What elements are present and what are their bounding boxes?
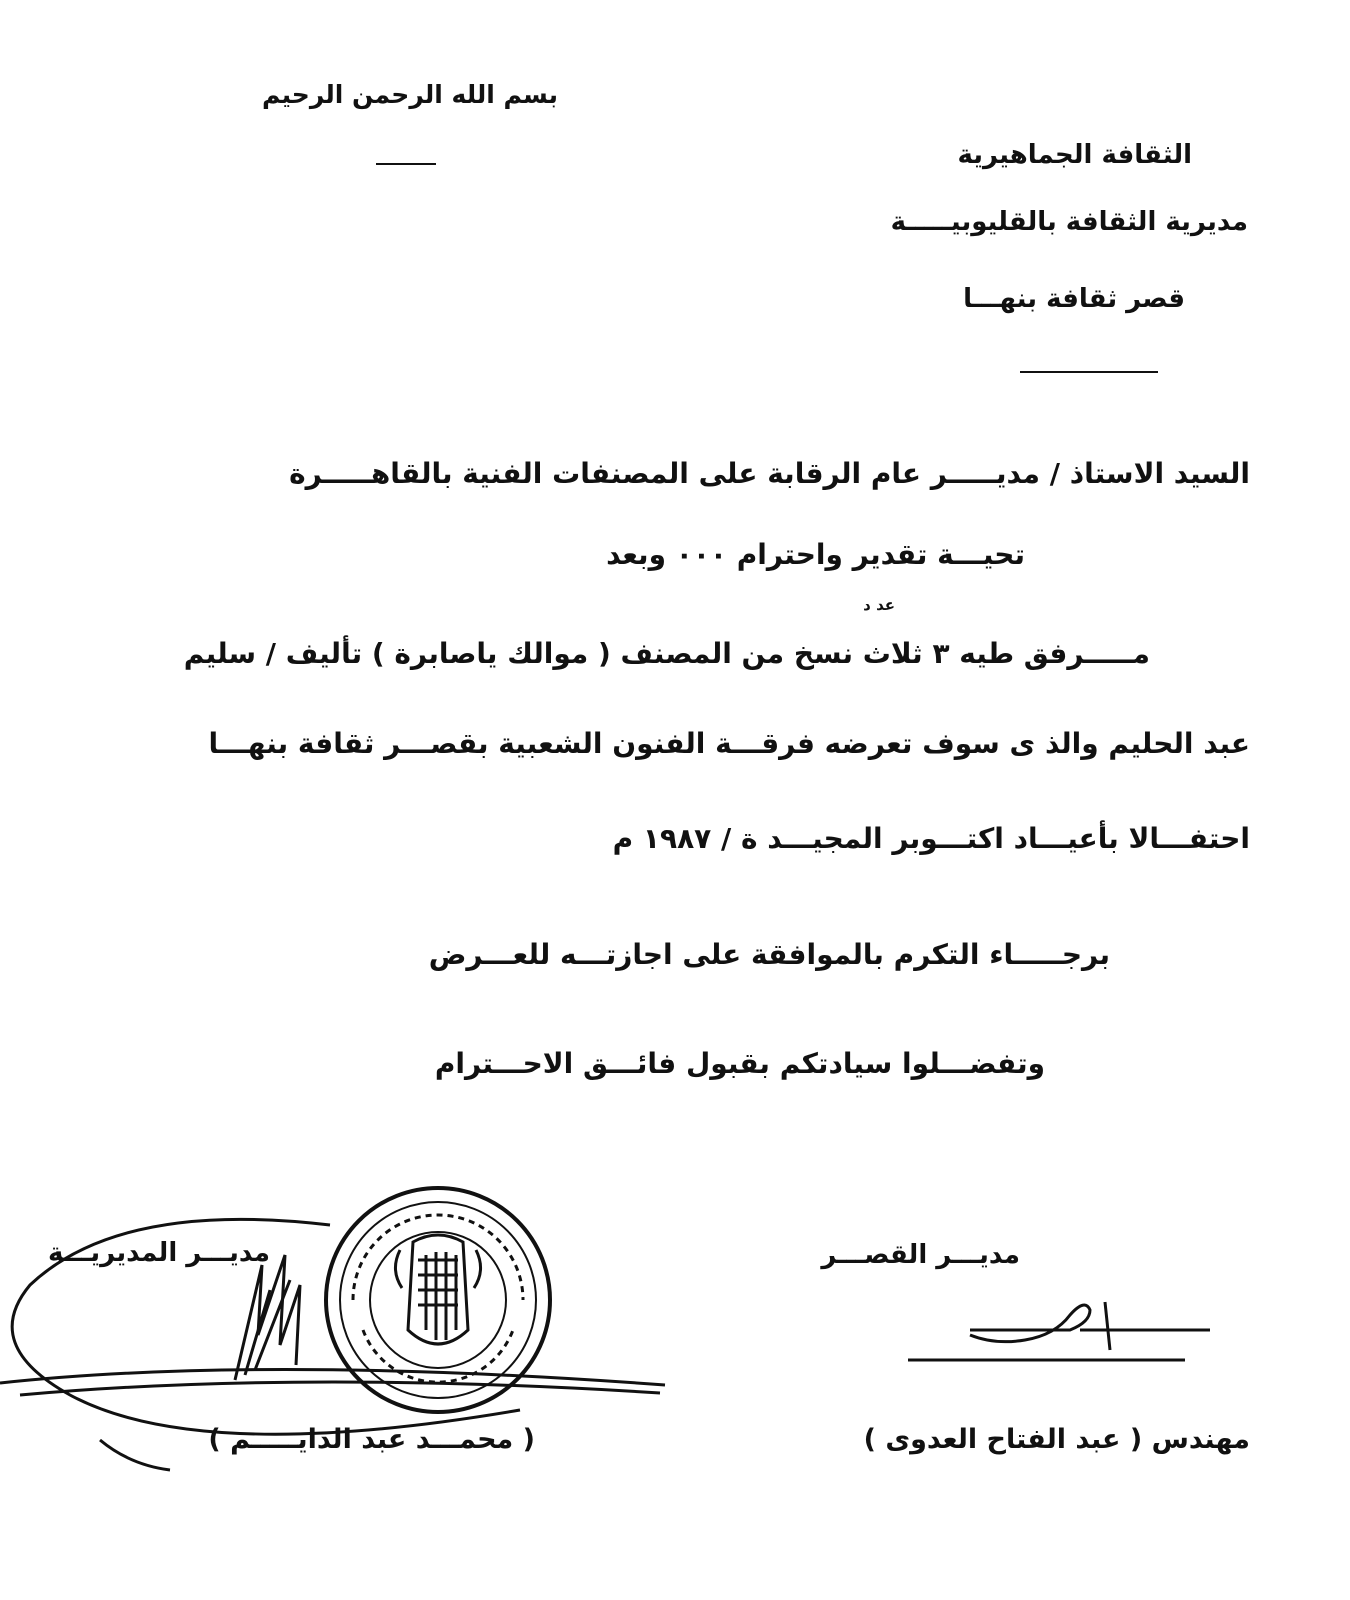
basmala-underline bbox=[376, 163, 436, 165]
header-line-3: قصر ثقافة بنهـــا bbox=[963, 284, 1185, 314]
header-line-1: الثقافة الجماهيرية bbox=[957, 140, 1192, 170]
right-signature-name: مهندس ( عبد الفتاح العدوى ) bbox=[863, 1424, 1250, 1455]
greeting: تحيـــة تقدير واحترام ٠٠٠ وبعد bbox=[606, 538, 1025, 571]
header-line-2: مديرية الثقافة بالقليوبيـــــة bbox=[890, 207, 1248, 237]
right-handwritten-signature bbox=[900, 1290, 1220, 1380]
body-line-1: مـــــرفق طيه ٣ ثلاث نسخ من المصنف ( موالك ياصابرة ) تأليف / سليم bbox=[183, 637, 1150, 670]
body-line-2: عبد الحليم والذ ى سوف تعرضه فرقـــة الفنون الشعبية بقصـــر ثقافة بنهـــا bbox=[208, 727, 1250, 760]
header-underline bbox=[1020, 371, 1158, 373]
body-line-3: احتفـــالا بأعيـــاد اكتـــوبر المجيـــد ة / ١٩٨٧ م bbox=[612, 822, 1250, 855]
request-line: برجـــــاء التكرم بالموافقة على اجازتـــه للعـــرض bbox=[428, 938, 1110, 971]
closing-line: وتفضـــلوا سيادتكم بقبول فائـــق الاحـــترام bbox=[434, 1047, 1045, 1080]
basmala: بسم الله الرحمن الرحيم bbox=[262, 80, 558, 109]
left-signature-title: مديـــر المديريـــة bbox=[47, 1238, 270, 1268]
addressee: السيد الاستاذ / مديـــــر عام الرقابة على المصنفات الفنية بالقاهـــــرة bbox=[289, 457, 1250, 490]
left-signature-name: ( محمـــد عبد الدايـــــم ) bbox=[208, 1424, 535, 1455]
left-handwritten-signature bbox=[0, 1195, 680, 1525]
right-signature-title: مديـــر القصـــر bbox=[821, 1240, 1020, 1270]
greeting-note: عد د bbox=[863, 596, 895, 614]
